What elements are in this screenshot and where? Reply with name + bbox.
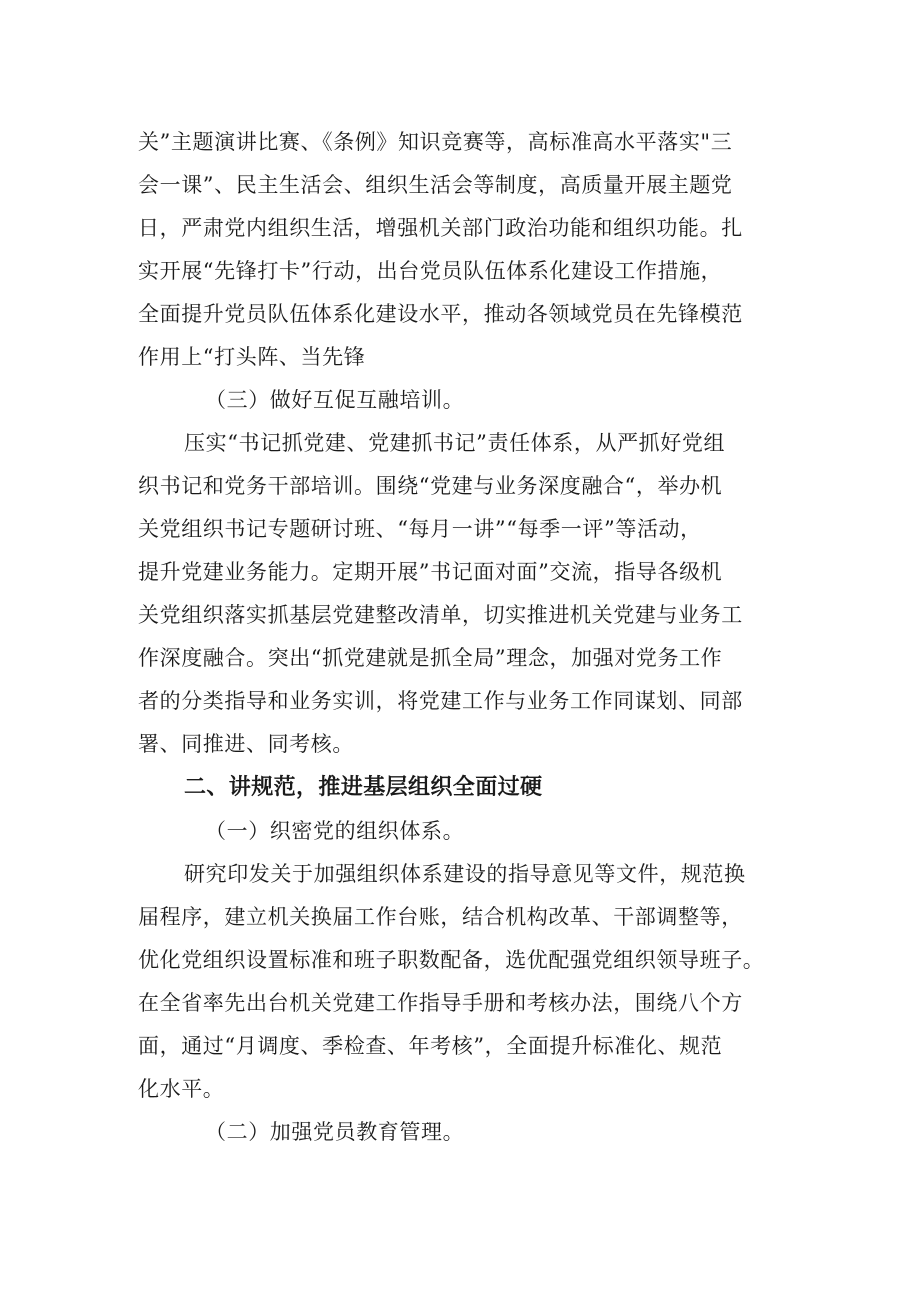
paragraph-line: 织书记和党务干部培训。围绕“党建与业务深度融合“，举办机 bbox=[138, 474, 723, 498]
paragraph-line: 作深度融合。突出“抓党建就是抓全局”理念，加强对党务工作 bbox=[138, 646, 723, 670]
paragraph-line: 优化党组织设置标准和班子职数配备，选优配强党组织领导班子。 bbox=[138, 948, 765, 972]
paragraph-line: 届程序，建立机关换届工作台账，结合机构改革、干部调整等， bbox=[138, 905, 743, 929]
paragraph-line: 实开展“先锋打卡”行动，出台党员队伍体系化建设工作措施， bbox=[138, 259, 723, 283]
paragraph-line: 关党组织书记专题研讨班、“每月一讲”“每季一评”等活动， bbox=[138, 517, 702, 541]
paragraph-line: 关党组织落实抓基层党建整改清单，切实推进机关党建与业务工 bbox=[138, 603, 743, 627]
paragraph-line: 会一课”、民主生活会、组织生活会等制度，高质量开展主题党 bbox=[138, 173, 733, 197]
paragraph-line: 提升党建业务能力。定期开展”书记面对面”交流，指导各级机 bbox=[138, 560, 723, 584]
paragraph-line: 化水平。 bbox=[138, 1077, 225, 1101]
paragraph-line: 作用上“打头阵、当先锋 bbox=[138, 345, 366, 369]
paragraph-line: 者的分类指导和业务实训，将党建工作与业务工作同谋划、同部 bbox=[138, 689, 743, 713]
paragraph-line: 日，严肃党内组织生活，增强机关部门政治功能和组织功能。扎 bbox=[138, 216, 743, 240]
subsection-title: （三）做好互促互融培训。 bbox=[205, 388, 465, 412]
paragraph-line: 在全省率先出台机关党建工作指导手册和考核办法，围绕八个方 bbox=[138, 991, 743, 1015]
subsection-title: （二）加强党员教育管理。 bbox=[205, 1120, 465, 1144]
paragraph-line: 面，通过“月调度、季检查、年考核”，全面提升标准化、规范 bbox=[138, 1034, 723, 1058]
paragraph-line: 研究印发关于加强组织体系建设的指导意见等文件，规范换 bbox=[184, 862, 746, 886]
section-heading: 二、讲规范，推进基层组织全面过硬 bbox=[184, 775, 543, 800]
paragraph-line: 全面提升党员队伍体系化建设水平，推动各领域党员在先锋模范 bbox=[138, 302, 743, 326]
paragraph-line: 压实“书记抓党建、党建抓书记”责任体系，从严抓好党组 bbox=[184, 431, 726, 455]
paragraph-line: 署、同推进、同考核。 bbox=[138, 732, 354, 756]
subsection-title: （一）织密党的组织体系。 bbox=[205, 819, 465, 843]
paragraph-line: 关”主题演讲比赛、《条例》知识竞赛等，高标准高水平落实"三 bbox=[138, 130, 733, 154]
